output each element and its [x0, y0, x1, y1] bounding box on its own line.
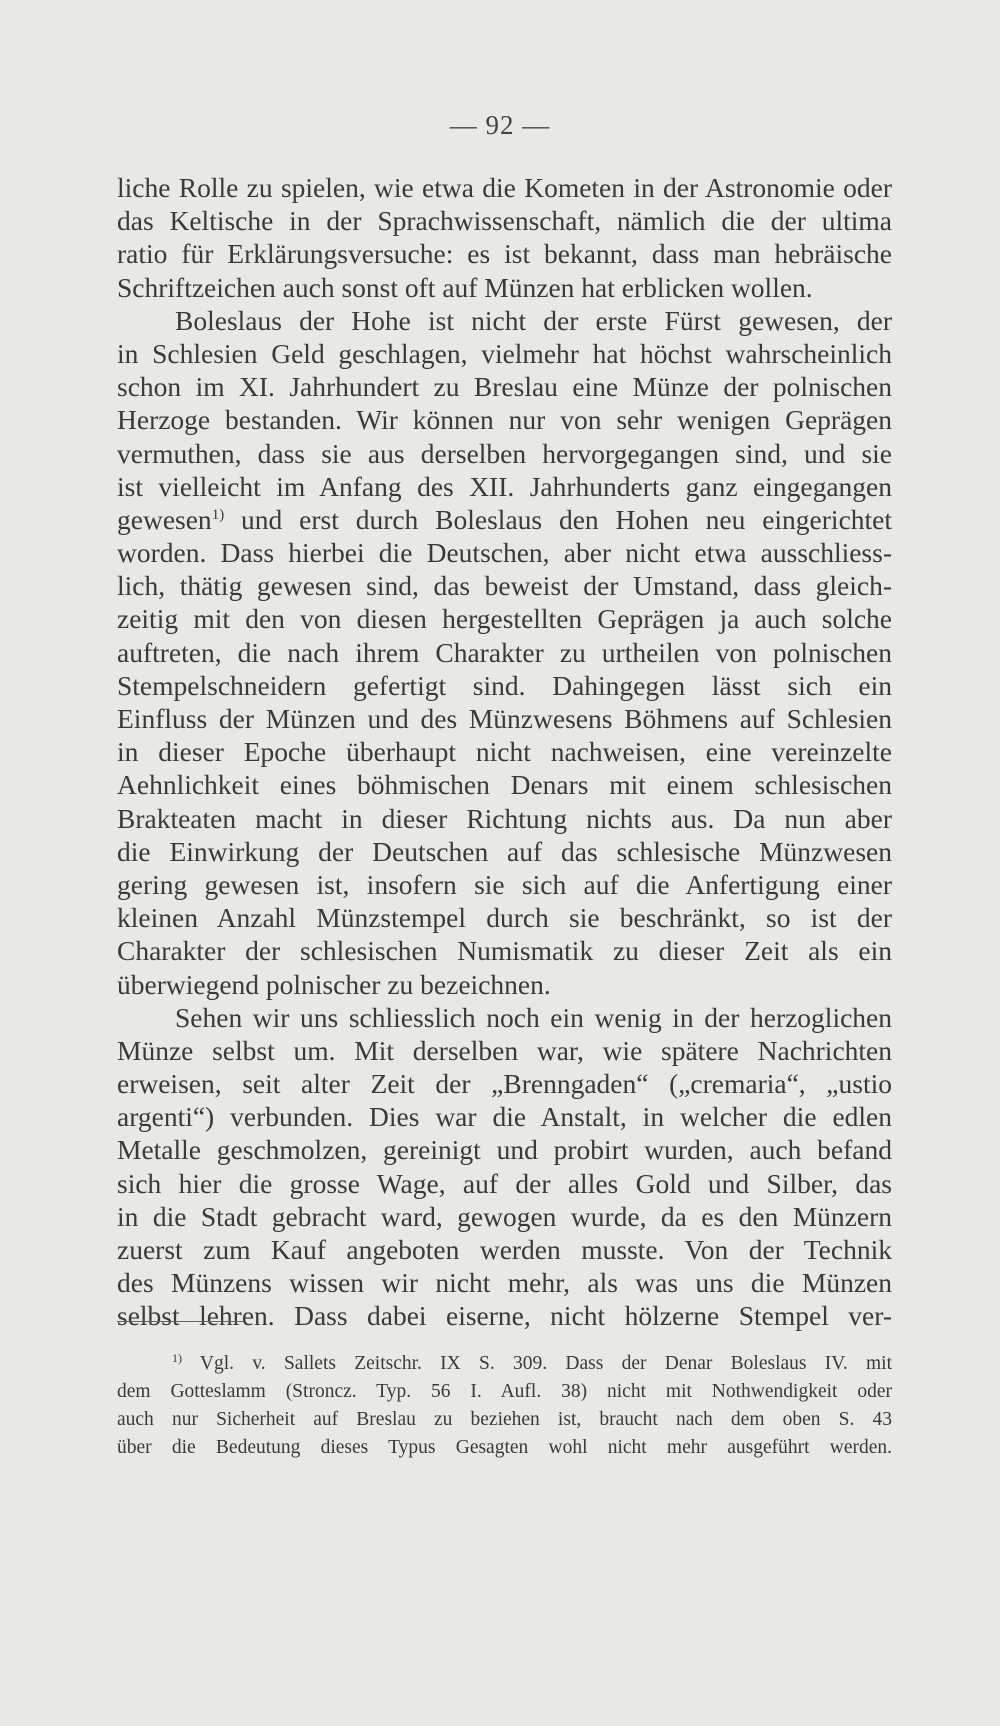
text-line: zeitig mit den von diesen hergestellten Geprägen ja auch solche [117, 603, 892, 635]
text-line: Stempelschneidern gefertigt sind. Dahingegen lässt sich ein [117, 669, 892, 701]
text-line: gering gewesen ist, insofern sie sich auf die Anfertigung einer [117, 868, 892, 900]
text-line: vermuthen, dass sie aus derselben hervorgegangen sind, und sie [117, 437, 892, 469]
text-line: des Münzens wissen wir nicht mehr, als was uns die Münzen [117, 1267, 892, 1299]
text-line: erweisen, seit alter Zeit der „Brenngaden“ („cremaria“, „ustio [117, 1068, 892, 1100]
text-line: in dieser Epoche überhaupt nicht nachweisen, eine vereinzelte [117, 736, 892, 768]
text-line: worden. Dass hierbei die Deutschen, aber nicht etwa ausschliess- [117, 537, 892, 569]
footnote-marker: 1) [172, 1351, 182, 1365]
text-line: Münze selbst um. Mit derselben war, wie spätere Nachrichten [117, 1034, 892, 1066]
footnote-reference: 1) [211, 506, 225, 523]
text-line: zuerst zum Kauf angeboten werden musste. Von der Technik [117, 1234, 892, 1265]
footnote-divider [117, 1321, 244, 1322]
text-line: Schriftzeichen auch sonst oft auf Münzen hat erblicken wollen. [117, 271, 813, 303]
footnote-line [117, 1350, 892, 1378]
text-line: Sehen wir uns schliesslich noch ein wenig in der herzoglichen [175, 1001, 892, 1033]
text-line: Herzoge bestanden. Wir können nur von sehr wenigen Geprägen [117, 404, 892, 436]
text-line: die Einwirkung der Deutschen auf das schlesische Münzwesen [117, 835, 892, 867]
text-line: Brakteaten macht in dieser Richtung nichts aus. Da nun aber [117, 802, 892, 834]
text-line: schon im XI. Jahrhundert zu Breslau eine Münze der polnischen [117, 371, 892, 403]
footnote-text: Vgl. v. Sallets Zeitschr. IX S. 309. Dass der Denar Boleslaus IV. mit [199, 1353, 892, 1374]
text-line: in die Stadt gebracht ward, gewogen wurde, da es den Münzern [117, 1200, 892, 1232]
text-line: überwiegend polnischer zu bezeichnen. [117, 968, 551, 1000]
text-line: Aehnlichkeit eines böhmischen Denars mit einem schlesischen [117, 769, 892, 801]
text-line: Boleslaus der Hohe ist nicht der erste Fürst gewesen, der [175, 304, 892, 336]
footnote-line: dem Gotteslamm (Stroncz. Typ. 56 I. Aufl. 38) nicht mit Nothwendigkeit oder [117, 1381, 892, 1402]
text-line: ratio für Erklärungsversuche: es ist bekannt, dass man hebräische [117, 238, 892, 270]
text-line: kleinen Anzahl Münzstempel durch sie beschränkt, so ist der [117, 902, 892, 934]
text-line: sich hier die grosse Wage, auf der alles Gold und Silber, das [117, 1167, 892, 1199]
text-line: Charakter der schlesischen Numismatik zu dieser Zeit als ein [117, 935, 892, 967]
text-line: Einfluss der Münzen und des Münzwesens Böhmens auf Schlesien [117, 703, 892, 734]
text-line: ist vielleicht im Anfang des XII. Jahrhunderts ganz eingegangen [117, 470, 892, 502]
text-line-with-footnote-ref [117, 503, 892, 536]
text-segment: gewesen [117, 503, 212, 535]
footnote-line: auch nur Sicherheit auf Breslau zu beziehen ist, braucht nach dem oben S. 43 [117, 1409, 892, 1430]
text-line: liche Rolle zu spielen, wie etwa die Kometen in der Astronomie oder [117, 172, 892, 203]
footnotes [117, 1350, 892, 1462]
text-line: Metalle geschmolzen, gereinigt und probirt wurden, auch befand [117, 1134, 892, 1166]
footnote-line: über die Bedeutung dieses Typus Gesagten wohl nicht mehr ausgeführt werden. [117, 1437, 892, 1458]
text-line: selbst lehren. Dass dabei eiserne, nicht hölzerne Stempel ver- [117, 1300, 892, 1332]
text-segment: und erst durch Boleslaus den Hohen neu eingerichtet [241, 503, 893, 535]
body-text [117, 171, 892, 1333]
text-line: auftreten, die nach ihrem Charakter zu urtheilen von polnischen [117, 636, 892, 668]
text-line: lich, thätig gewesen sind, das beweist der Umstand, dass gleich- [117, 570, 892, 602]
page-number: — 92 — [449, 110, 551, 140]
text-line: in Schlesien Geld geschlagen, vielmehr hat höchst wahrscheinlich [117, 337, 892, 369]
text-line: argenti“) verbunden. Dies war die Anstalt, in welcher die edlen [117, 1101, 892, 1133]
text-line: das Keltische in der Sprachwissenschaft, nämlich die der ultima [117, 205, 892, 237]
